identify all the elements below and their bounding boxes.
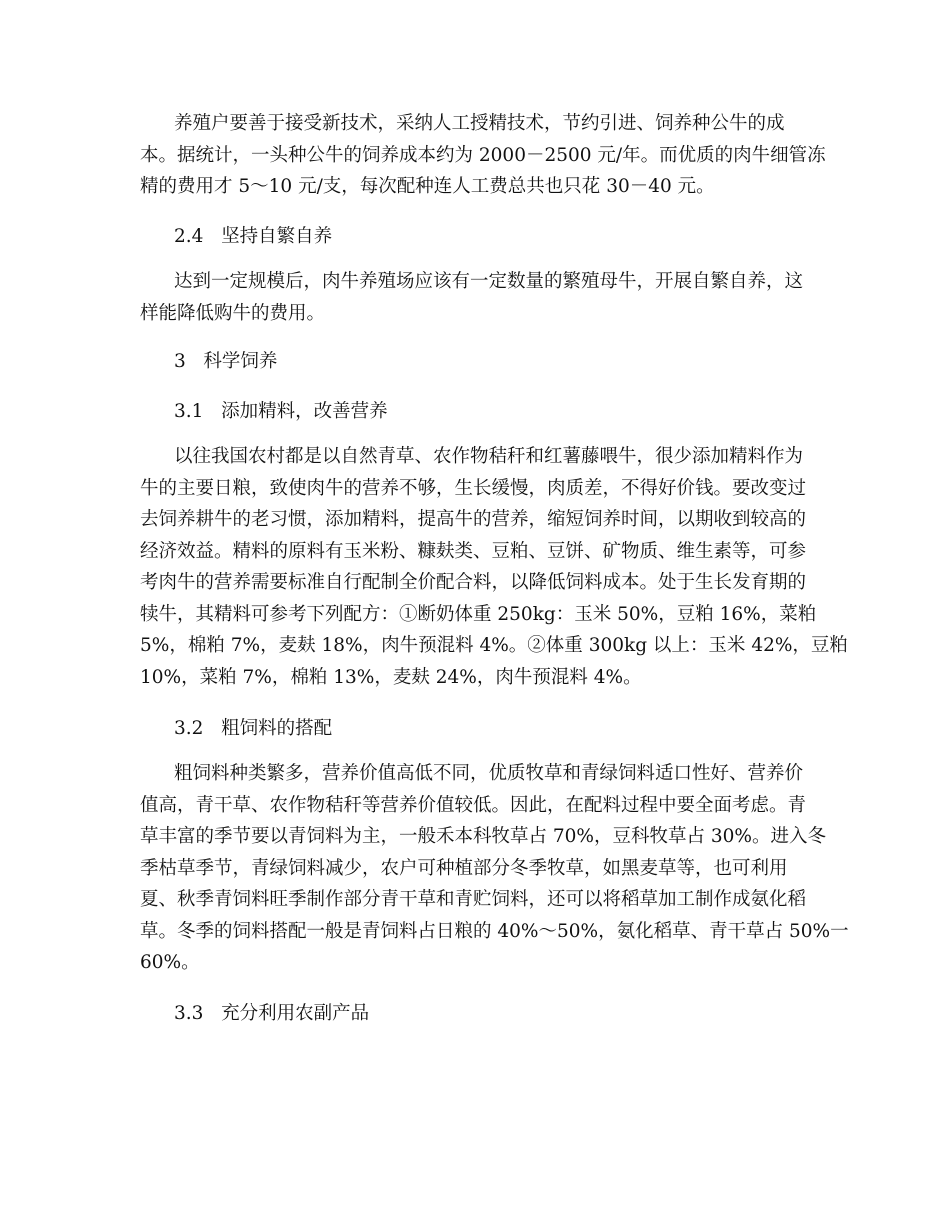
section-heading-3: 3 科学饲养 <box>174 351 278 372</box>
section-heading-3-2: 3.2 粗饲料的搭配 <box>174 718 333 739</box>
text-line: 粗饲料种类繁多，营养价值高低不同，优质牧草和青绿饲料适口性好、营养价 <box>174 763 804 784</box>
text-line: 10%，菜粕 7%，棉粕 13%，麦麸 24%，肉牛预混料 4%。 <box>140 666 642 688</box>
text-line: 夏、秋季青饲料旺季制作部分青干草和青贮饲料，还可以将稻草加工制作成氨化稻 <box>140 889 807 910</box>
paragraph-artificial-insemination <box>140 108 826 203</box>
text-line: 经济效益。精料的原料有玉米粉、糠麸类、豆粕、豆饼、矿物质、维生素等，可参 <box>140 540 807 562</box>
text-line: 达到一定规模后，肉牛养殖场应该有一定数量的繁殖母牛，开展自繁自养，这 <box>174 271 804 292</box>
section-heading-3-3: 3.3 充分利用农副产品 <box>174 1003 370 1024</box>
text-line: 样能降低购牛的费用。 <box>140 302 326 324</box>
paragraph-self-breeding <box>140 266 810 329</box>
paragraph-concentrate-feed <box>140 441 848 693</box>
text-line: 本。据统计，一头种公牛的饲养成本约为 2000－2500 元/年。而优质的肉牛细管冻 <box>140 144 826 166</box>
text-line: 去饲养耕牛的老习惯，添加精料，提高牛的营养，缩短饲养时间，以期收到较高的 <box>140 509 807 530</box>
text-line: 草丰富的季节要以青饲料为主，一般禾本科牧草占 70%，豆科牧草占 30%。进入冬 <box>140 826 827 847</box>
section-heading-2-4: 2.4 坚持自繁自养 <box>174 226 333 247</box>
text-line: 牛的主要日粮，致使肉牛的营养不够，生长缓慢，肉质差，不得好价钱。要改变过 <box>140 477 807 499</box>
text-line: 精的费用才 5～10 元/支，每次配种连人工费总共也只花 30－40 元。 <box>140 176 715 197</box>
text-line: 60%。 <box>140 952 200 973</box>
text-line: 养殖户要善于接受新技术，采纳人工授精技术，节约引进、饲养种公牛的成 <box>174 113 785 134</box>
text-line: 犊牛，其精料可参考下列配方：①断奶体重 250kg：玉米 50%，豆粕 16%，菜粕 <box>140 603 817 625</box>
paragraph-roughage <box>140 758 849 979</box>
text-line: 季枯草季节，青绿饲料减少，农户可种植部分冬季牧草，如黑麦草等，也可利用 <box>140 857 788 879</box>
text-line: 5%，棉粕 7%，麦麸 18%，肉牛预混料 4%。②体重 300kg 以上：玉米 42%，豆粕 <box>140 635 848 656</box>
section-heading-3-1: 3.1 添加精料，改善营养 <box>174 401 388 422</box>
text-line: 值高，青干草、农作物秸秆等营养价值较低。因此，在配料过程中要全面考虑。青 <box>140 794 807 816</box>
text-line: 以往我国农村都是以自然青草、农作物秸秆和红薯藤喂牛，很少添加精料作为 <box>174 446 804 467</box>
text-line: 考肉牛的营养需要标准自行配制全价配合料，以降低饲料成本。处于生长发育期的 <box>140 572 807 593</box>
text-line: 草。冬季的饲料搭配一般是青饲料占日粮的 40%～50%，氨化稻草、青干草占 50%一 <box>140 920 849 942</box>
